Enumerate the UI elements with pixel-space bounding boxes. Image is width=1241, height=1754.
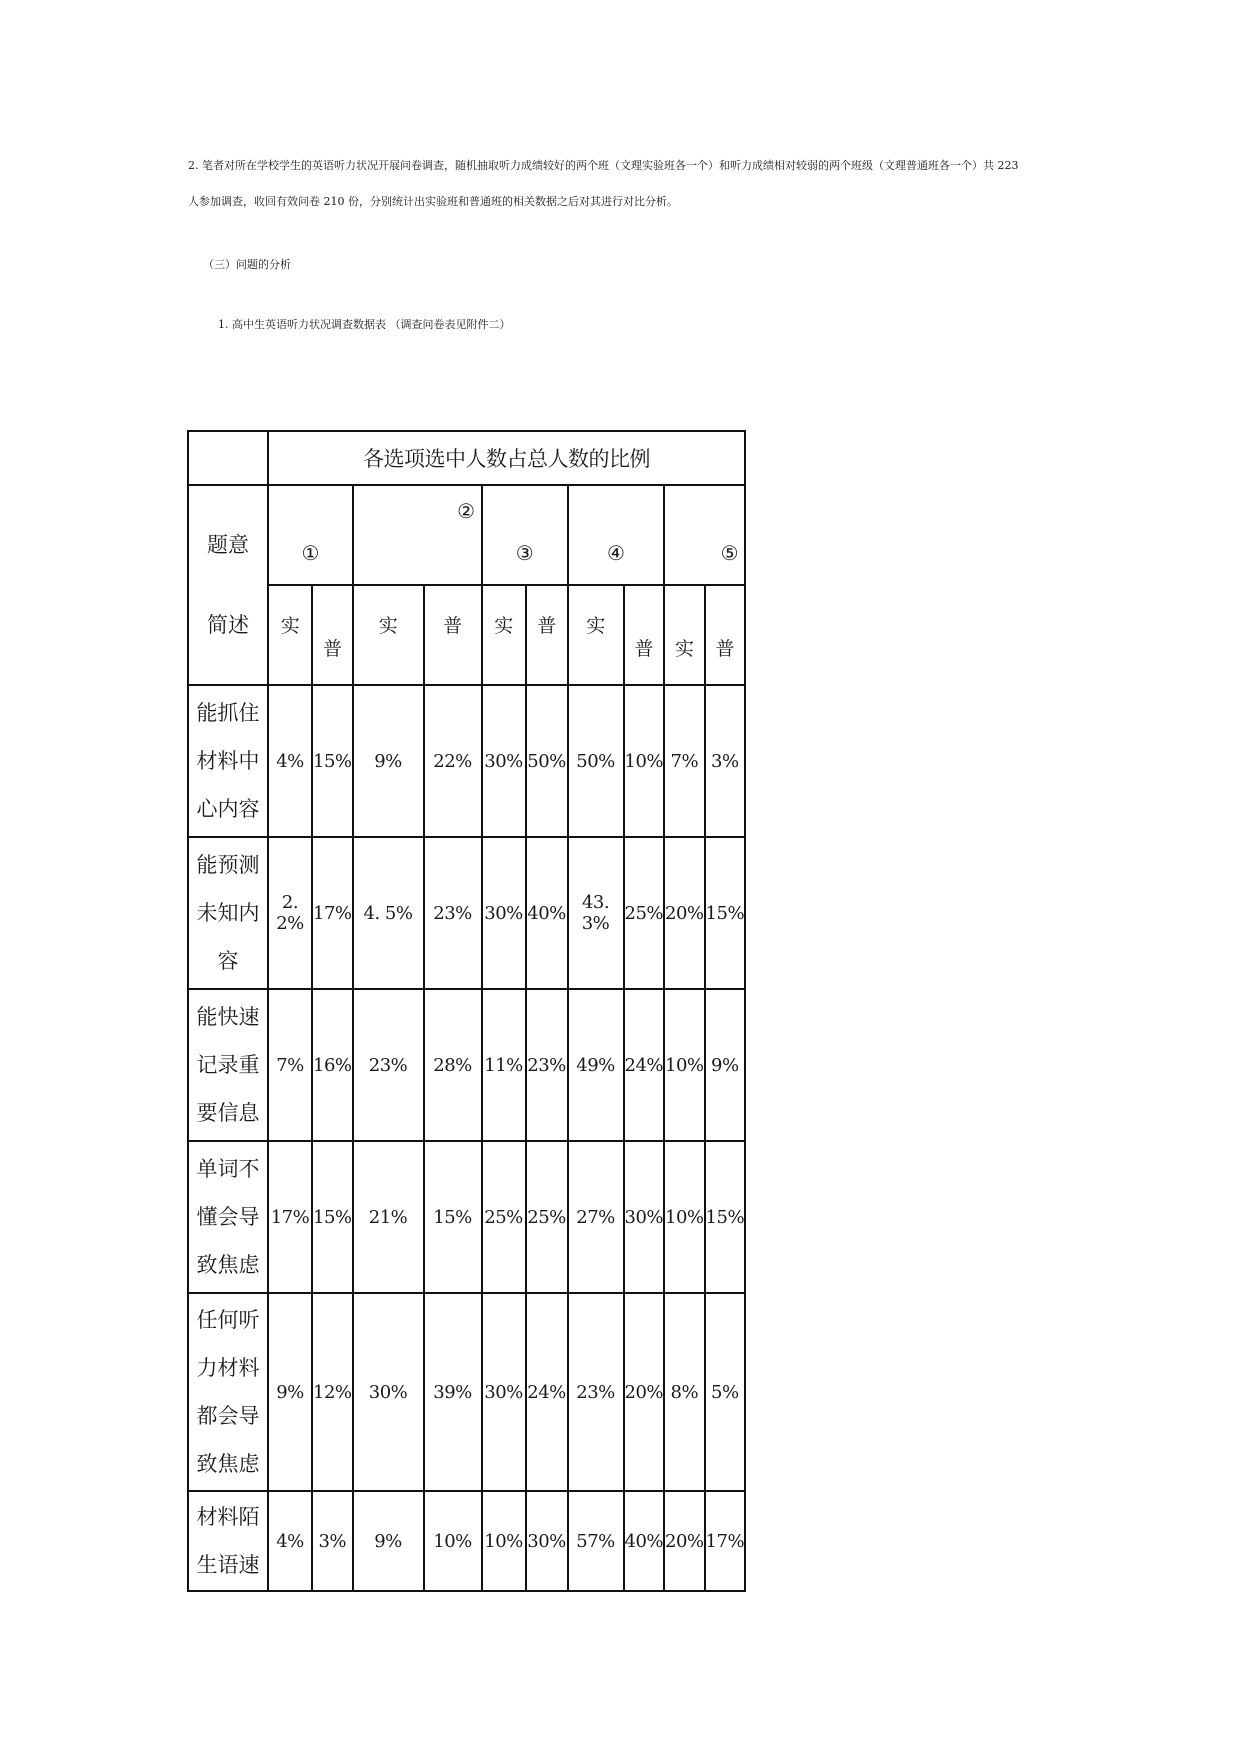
value-cell: 9% xyxy=(353,685,424,837)
options-row xyxy=(188,485,745,585)
option-5-header xyxy=(664,485,745,585)
corner-cell xyxy=(188,431,268,485)
row-label xyxy=(188,1491,268,1591)
row-label-line: 力材料 xyxy=(196,1356,260,1380)
value-cell: 20% xyxy=(624,1293,665,1491)
row-label-line: 要信息 xyxy=(196,1101,260,1125)
row-label-line: 能抓住 xyxy=(196,701,260,725)
value-cell: 25% xyxy=(526,1141,568,1293)
value-cell: 30% xyxy=(482,837,526,989)
option-3-label: ③ xyxy=(515,541,534,565)
sub-norm: 普 xyxy=(526,585,568,685)
value-cell: 4. 5% xyxy=(353,837,424,989)
value-cell: 10% xyxy=(482,1491,526,1591)
row-label xyxy=(188,1293,268,1491)
value-cell: 8% xyxy=(664,1293,705,1491)
value-cell: 28% xyxy=(424,989,482,1141)
table-row xyxy=(188,1293,745,1491)
label-bottom: 简述 xyxy=(207,613,249,637)
value-cell: 10% xyxy=(424,1491,482,1591)
value-cell: 30% xyxy=(482,685,526,837)
value-cell: 17% xyxy=(312,837,353,989)
row-label-line: 容 xyxy=(217,949,239,973)
value-cell: 15% xyxy=(705,1141,746,1293)
option-4-header xyxy=(568,485,665,585)
table-row xyxy=(188,1491,745,1591)
value-cell: 17% xyxy=(268,1141,312,1293)
sub-norm: 普 xyxy=(624,585,665,685)
value-cell: 10% xyxy=(624,685,665,837)
value-cell: 27% xyxy=(568,1141,624,1293)
sub-norm: 普 xyxy=(424,585,482,685)
value-cell: 30% xyxy=(482,1293,526,1491)
row-label-line: 懂会导 xyxy=(196,1205,260,1229)
survey-table xyxy=(187,430,746,1592)
row-label-line: 致焦虑 xyxy=(196,1452,260,1476)
option-2-label: ② xyxy=(457,499,475,523)
value-cell: 57% xyxy=(568,1491,624,1591)
value-cell: 15% xyxy=(312,1141,353,1293)
row-label-line: 单词不 xyxy=(196,1157,260,1181)
subheader-row xyxy=(188,585,745,685)
value-cell: 15% xyxy=(705,837,746,989)
value-cell: 3% xyxy=(705,685,746,837)
value-cell: 25% xyxy=(482,1141,526,1293)
row-header-label xyxy=(188,485,268,685)
table-title: 各选项选中人数占总人数的比例 xyxy=(268,431,745,485)
row-label xyxy=(188,685,268,837)
value-cell: 23% xyxy=(526,989,568,1141)
table-body xyxy=(188,685,745,1591)
table-row xyxy=(188,989,745,1141)
sub-exp: 实 xyxy=(268,585,312,685)
value-cell: 20% xyxy=(664,1491,705,1591)
value-cell: 40% xyxy=(624,1491,665,1591)
table-row xyxy=(188,685,745,837)
value-cell: 30% xyxy=(624,1141,665,1293)
intro-paragraph-line1: 2. 笔者对所在学校学生的英语听力状况开展问卷调查，随机抽取听力成绩较好的两个班（文理实验班各一个）和听力成绩相对较弱的两个班级（文理普通班各一个）共 223 xyxy=(188,159,1019,172)
value-cell: 17% xyxy=(705,1491,746,1591)
value-cell: 21% xyxy=(353,1141,424,1293)
value-cell: 4% xyxy=(268,685,312,837)
row-label-line: 材料中 xyxy=(196,749,260,773)
value-cell: 16% xyxy=(312,989,353,1141)
subsection-heading: 1. 高中生英语听力状况调查数据表 （调查问卷表见附件二） xyxy=(218,318,511,331)
value-cell: 20% xyxy=(664,837,705,989)
table-row xyxy=(188,837,745,989)
row-label xyxy=(188,989,268,1141)
row-label-line: 任何听 xyxy=(196,1308,260,1332)
value-cell: 25% xyxy=(624,837,665,989)
value-cell: 50% xyxy=(568,685,624,837)
value-cell: 12% xyxy=(312,1293,353,1491)
value-cell: 3% xyxy=(312,1491,353,1591)
value-cell: 9% xyxy=(705,989,746,1141)
value-cell: 2. 2% xyxy=(268,837,312,989)
option-3-header xyxy=(482,485,568,585)
row-label-line: 能快速 xyxy=(196,1005,260,1029)
option-5-label: ⑤ xyxy=(720,541,739,565)
value-cell: 10% xyxy=(664,989,705,1141)
label-top: 题意 xyxy=(207,533,249,557)
sub-exp: 实 xyxy=(664,585,705,685)
table-title-row xyxy=(188,431,745,485)
row-label-line: 生语速 xyxy=(196,1553,260,1577)
value-cell: 10% xyxy=(664,1141,705,1293)
row-label-line: 致焦虑 xyxy=(196,1253,260,1277)
value-cell: 9% xyxy=(268,1293,312,1491)
value-cell: 4% xyxy=(268,1491,312,1591)
row-label-line: 能预测 xyxy=(196,853,260,877)
value-cell: 15% xyxy=(312,685,353,837)
value-cell: 7% xyxy=(664,685,705,837)
option-2-header xyxy=(353,485,482,585)
value-cell: 23% xyxy=(353,989,424,1141)
row-label xyxy=(188,837,268,989)
value-cell: 15% xyxy=(424,1141,482,1293)
row-label-line: 心内容 xyxy=(196,797,260,821)
value-cell: 24% xyxy=(526,1293,568,1491)
value-cell: 30% xyxy=(353,1293,424,1491)
table-row xyxy=(188,1141,745,1293)
row-label-line: 都会导 xyxy=(196,1404,260,1428)
sub-norm: 普 xyxy=(705,585,746,685)
row-label-line: 未知内 xyxy=(196,901,260,925)
value-cell: 7% xyxy=(268,989,312,1141)
value-cell: 39% xyxy=(424,1293,482,1491)
intro-paragraph-line2: 人参加调查，收回有效问卷 210 份，分别统计出实验班和普通班的相关数据之后对其进行对比分析。 xyxy=(188,195,678,208)
value-cell: 49% xyxy=(568,989,624,1141)
row-label xyxy=(188,1141,268,1293)
value-cell: 43. 3% xyxy=(568,837,624,989)
row-label-line: 记录重 xyxy=(196,1053,260,1077)
section-heading: （三）问题的分析 xyxy=(203,258,291,271)
value-cell: 11% xyxy=(482,989,526,1141)
value-cell: 23% xyxy=(568,1293,624,1491)
value-cell: 22% xyxy=(424,685,482,837)
value-cell: 50% xyxy=(526,685,568,837)
sub-exp: 实 xyxy=(482,585,526,685)
value-cell: 5% xyxy=(705,1293,746,1491)
row-label-line: 材料陌 xyxy=(196,1505,260,1529)
sub-exp: 实 xyxy=(353,585,424,685)
value-cell: 23% xyxy=(424,837,482,989)
option-4-label: ④ xyxy=(607,541,625,565)
value-cell: 24% xyxy=(624,989,665,1141)
value-cell: 30% xyxy=(526,1491,568,1591)
value-cell: 40% xyxy=(526,837,568,989)
option-1-header xyxy=(268,485,353,585)
sub-norm: 普 xyxy=(312,585,353,685)
value-cell: 9% xyxy=(353,1491,424,1591)
option-1-label: ① xyxy=(301,541,319,565)
sub-exp: 实 xyxy=(568,585,624,685)
